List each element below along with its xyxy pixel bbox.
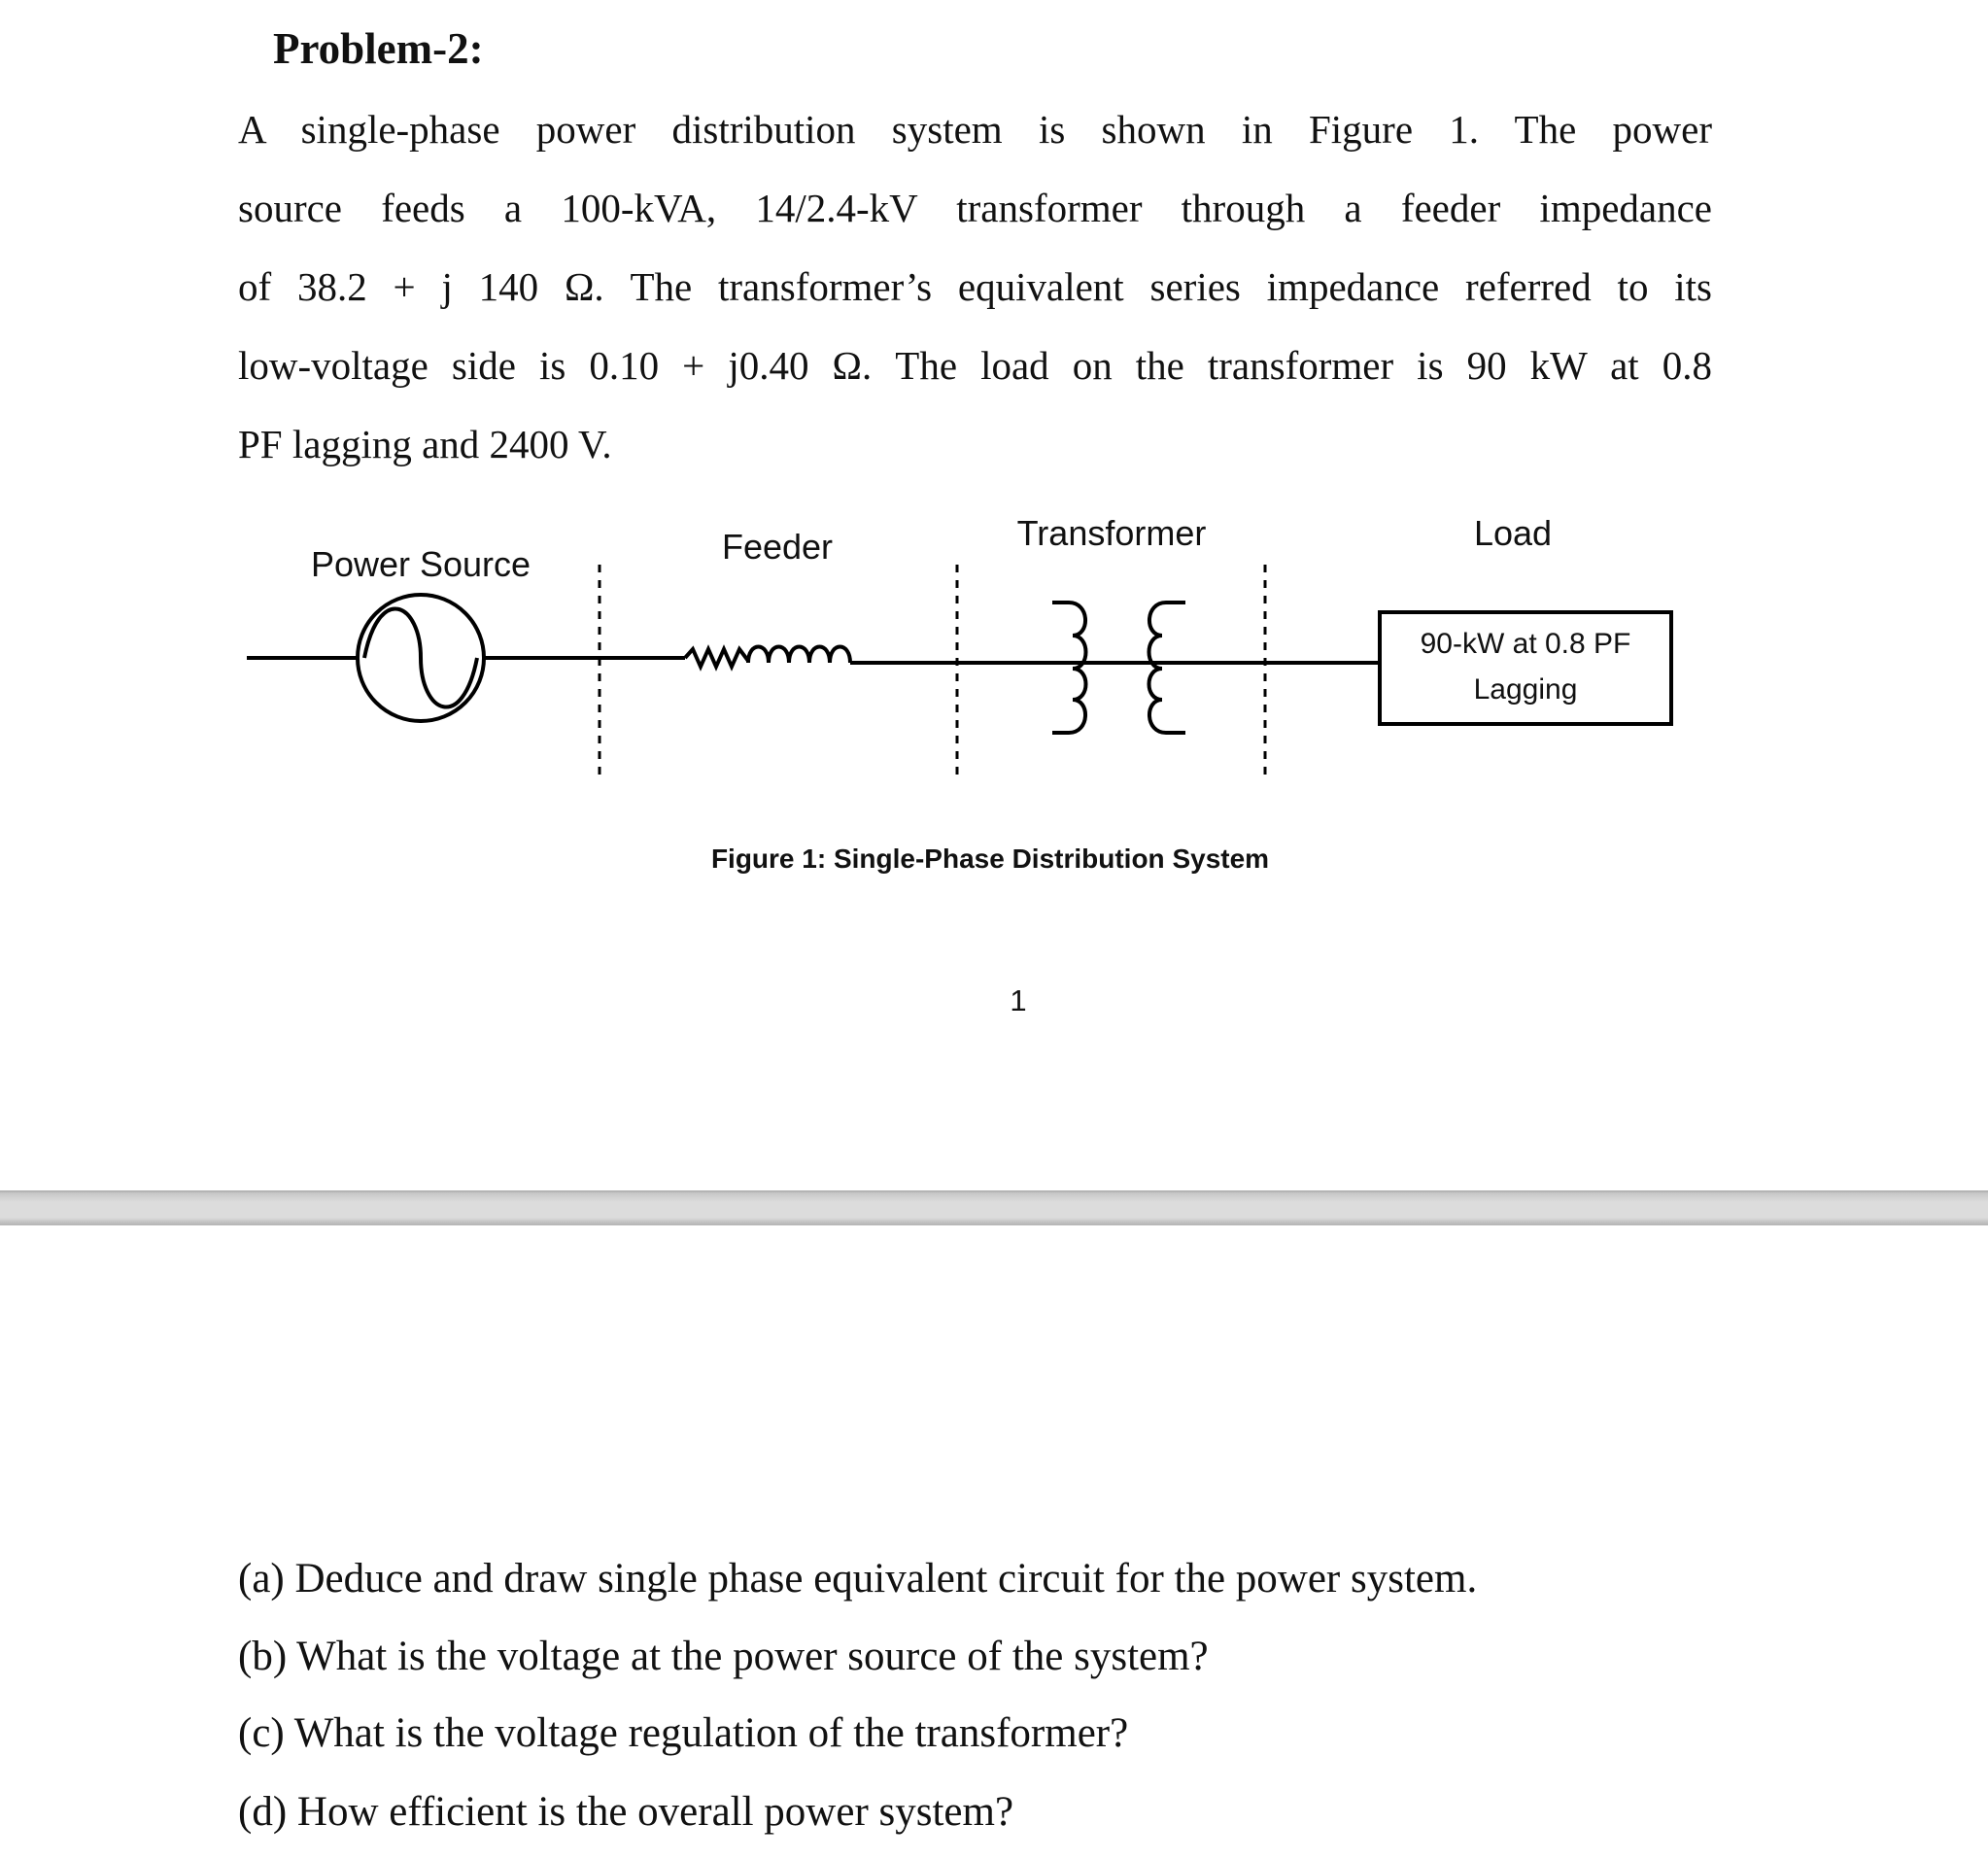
load-label: Load (1473, 513, 1553, 553)
inductor-icon (748, 647, 850, 664)
feeder-label: Feeder (721, 527, 834, 567)
load-rating-text: 90-kW at 0.8 PF (1420, 628, 1631, 660)
question-b: (b) What is the voltage at the power source of the system? (238, 1634, 1209, 1679)
problem-title: Problem-2: (273, 24, 484, 73)
circuit-diagram (0, 0, 1988, 875)
figure-caption: Figure 1: Single-Phase Distribution System (710, 844, 1270, 874)
power-source-label: Power Source (310, 544, 531, 584)
resistor-icon (685, 649, 748, 667)
question-a: (a) Deduce and draw single phase equivalent circuit for the power system. (238, 1556, 1478, 1602)
paragraph-line: A single-phase power distribution system is shown in Figure 1. The power (238, 107, 1712, 152)
paragraph-line: of 38.2 + j 140 Ω. The transformer’s equivalent series impedance referred to its (238, 264, 1712, 309)
paragraph-line: low-voltage side is 0.10 + j0.40 Ω. The load on the transformer is 90 kW at 0.8 (238, 343, 1712, 388)
page-number: 1 (1010, 983, 1027, 1017)
transformer-secondary-coil-icon (1149, 603, 1186, 733)
paragraph-line: source feeds a 100-kVA, 14/2.4-kV transformer through a feeder impedance (238, 186, 1712, 230)
load-pf-text: Lagging (1473, 673, 1578, 706)
sine-wave-icon (364, 608, 477, 706)
transformer-primary-coil-icon (1052, 603, 1086, 733)
question-d: (d) How efficient is the overall power system? (238, 1789, 1014, 1835)
question-c: (c) What is the voltage regulation of the transformer? (238, 1710, 1129, 1756)
page-break-separator (0, 1190, 1988, 1225)
transformer-label: Transformer (1016, 513, 1207, 553)
paragraph-line: PF lagging and 2400 V. (238, 422, 612, 466)
